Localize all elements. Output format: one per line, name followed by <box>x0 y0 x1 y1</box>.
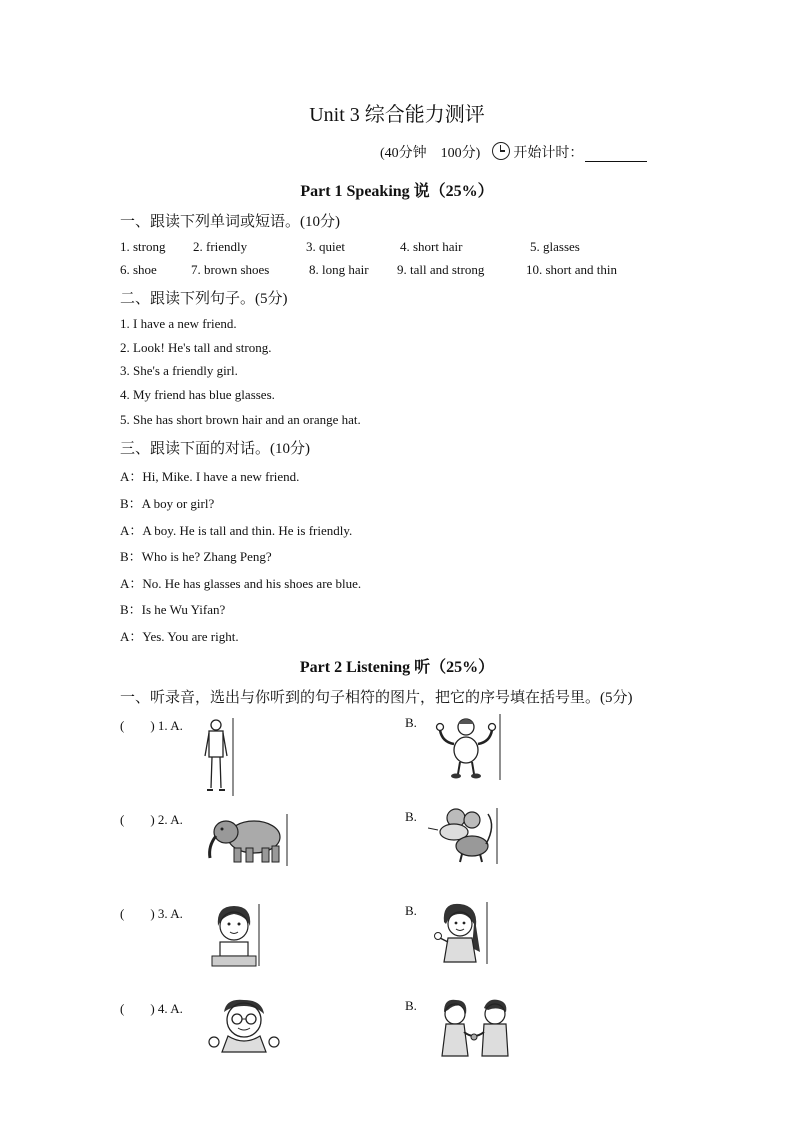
dialogue-line: B：Is he Wu Yifan? <box>120 602 226 617</box>
word-item: 1. strong <box>120 239 166 254</box>
clock-icon <box>492 142 510 160</box>
word-item: 8. long hair <box>309 262 369 277</box>
boy-with-glasses-image <box>206 998 282 1058</box>
sentence-item: 5. She has short brown hair and an orange hat. <box>120 412 361 427</box>
sentence-item: 1. I have a new friend. <box>120 316 237 331</box>
question-3-option-b[interactable]: B. <box>405 903 417 918</box>
two-friends-image <box>432 996 518 1062</box>
long-hair-girl-image <box>430 900 490 966</box>
question-3-label[interactable]: ( ) 3. A. <box>120 906 183 921</box>
word-item: 9. tall and strong <box>397 262 485 277</box>
part1-heading: Part 1 Speaking 说（25%） <box>300 183 494 200</box>
sentence-item: 2. Look! He's tall and strong. <box>120 340 272 355</box>
dialogue-line: A：A boy. He is tall and thin. He is friendly. <box>120 523 353 538</box>
sentence-item: 4. My friend has blue glasses. <box>120 387 275 402</box>
dialogue-line: A：Yes. You are right. <box>120 629 239 644</box>
dialogue-line: B：Who is he? Zhang Peng? <box>120 549 272 564</box>
elephant-image <box>204 812 290 868</box>
tall-man-image <box>200 716 236 798</box>
exam-meta <box>380 142 647 162</box>
question-2-option-b[interactable]: B. <box>405 809 417 824</box>
part1-section3-heading: 三、跟读下面的对话。(10分) <box>120 441 310 457</box>
part1-section2-heading: 二、跟读下列句子。(5分) <box>120 291 288 307</box>
mouse-image <box>428 806 500 866</box>
word-item: 5. glasses <box>530 239 580 254</box>
question-2-label[interactable]: ( ) 2. A. <box>120 812 183 827</box>
dialogue-line: A：No. He has glasses and his shoes are blue. <box>120 576 362 591</box>
question-4-option-b[interactable]: B. <box>405 998 417 1013</box>
word-item: 10. short and thin <box>526 262 617 277</box>
dialogue-line: A：Hi, Mike. I have a new friend. <box>120 469 300 484</box>
word-item: 7. brown shoes <box>191 262 270 277</box>
short-hair-girl-image <box>206 902 262 968</box>
page-title: Unit 3 综合能力测评 <box>309 104 485 126</box>
part2-section1-heading: 一、听录音，选出与你听到的句子相符的图片，把它的序号填在括号里。(5分) <box>120 690 633 706</box>
question-1-label[interactable]: ( ) 1. A. <box>120 718 183 733</box>
exam-duration-score: (40分钟 100分) <box>380 146 481 161</box>
part1-section1-heading: 一、跟读下列单词或短语。(10分) <box>120 214 340 230</box>
word-item: 2. friendly <box>193 239 248 254</box>
part2-heading: Part 2 Listening 听（25%） <box>299 659 495 676</box>
question-1-option-b[interactable]: B. <box>405 715 417 730</box>
timer-label: 开始计时： <box>513 146 584 161</box>
word-item: 3. quiet <box>306 239 345 254</box>
strong-boy-image <box>432 712 502 782</box>
question-4-label[interactable]: ( ) 4. A. <box>120 1001 183 1016</box>
dialogue-line: B：A boy or girl? <box>120 496 215 511</box>
timer-blank[interactable] <box>585 147 647 162</box>
word-item: 4. short hair <box>400 239 463 254</box>
word-item: 6. shoe <box>120 262 157 277</box>
sentence-item: 3. She's a friendly girl. <box>120 363 238 378</box>
